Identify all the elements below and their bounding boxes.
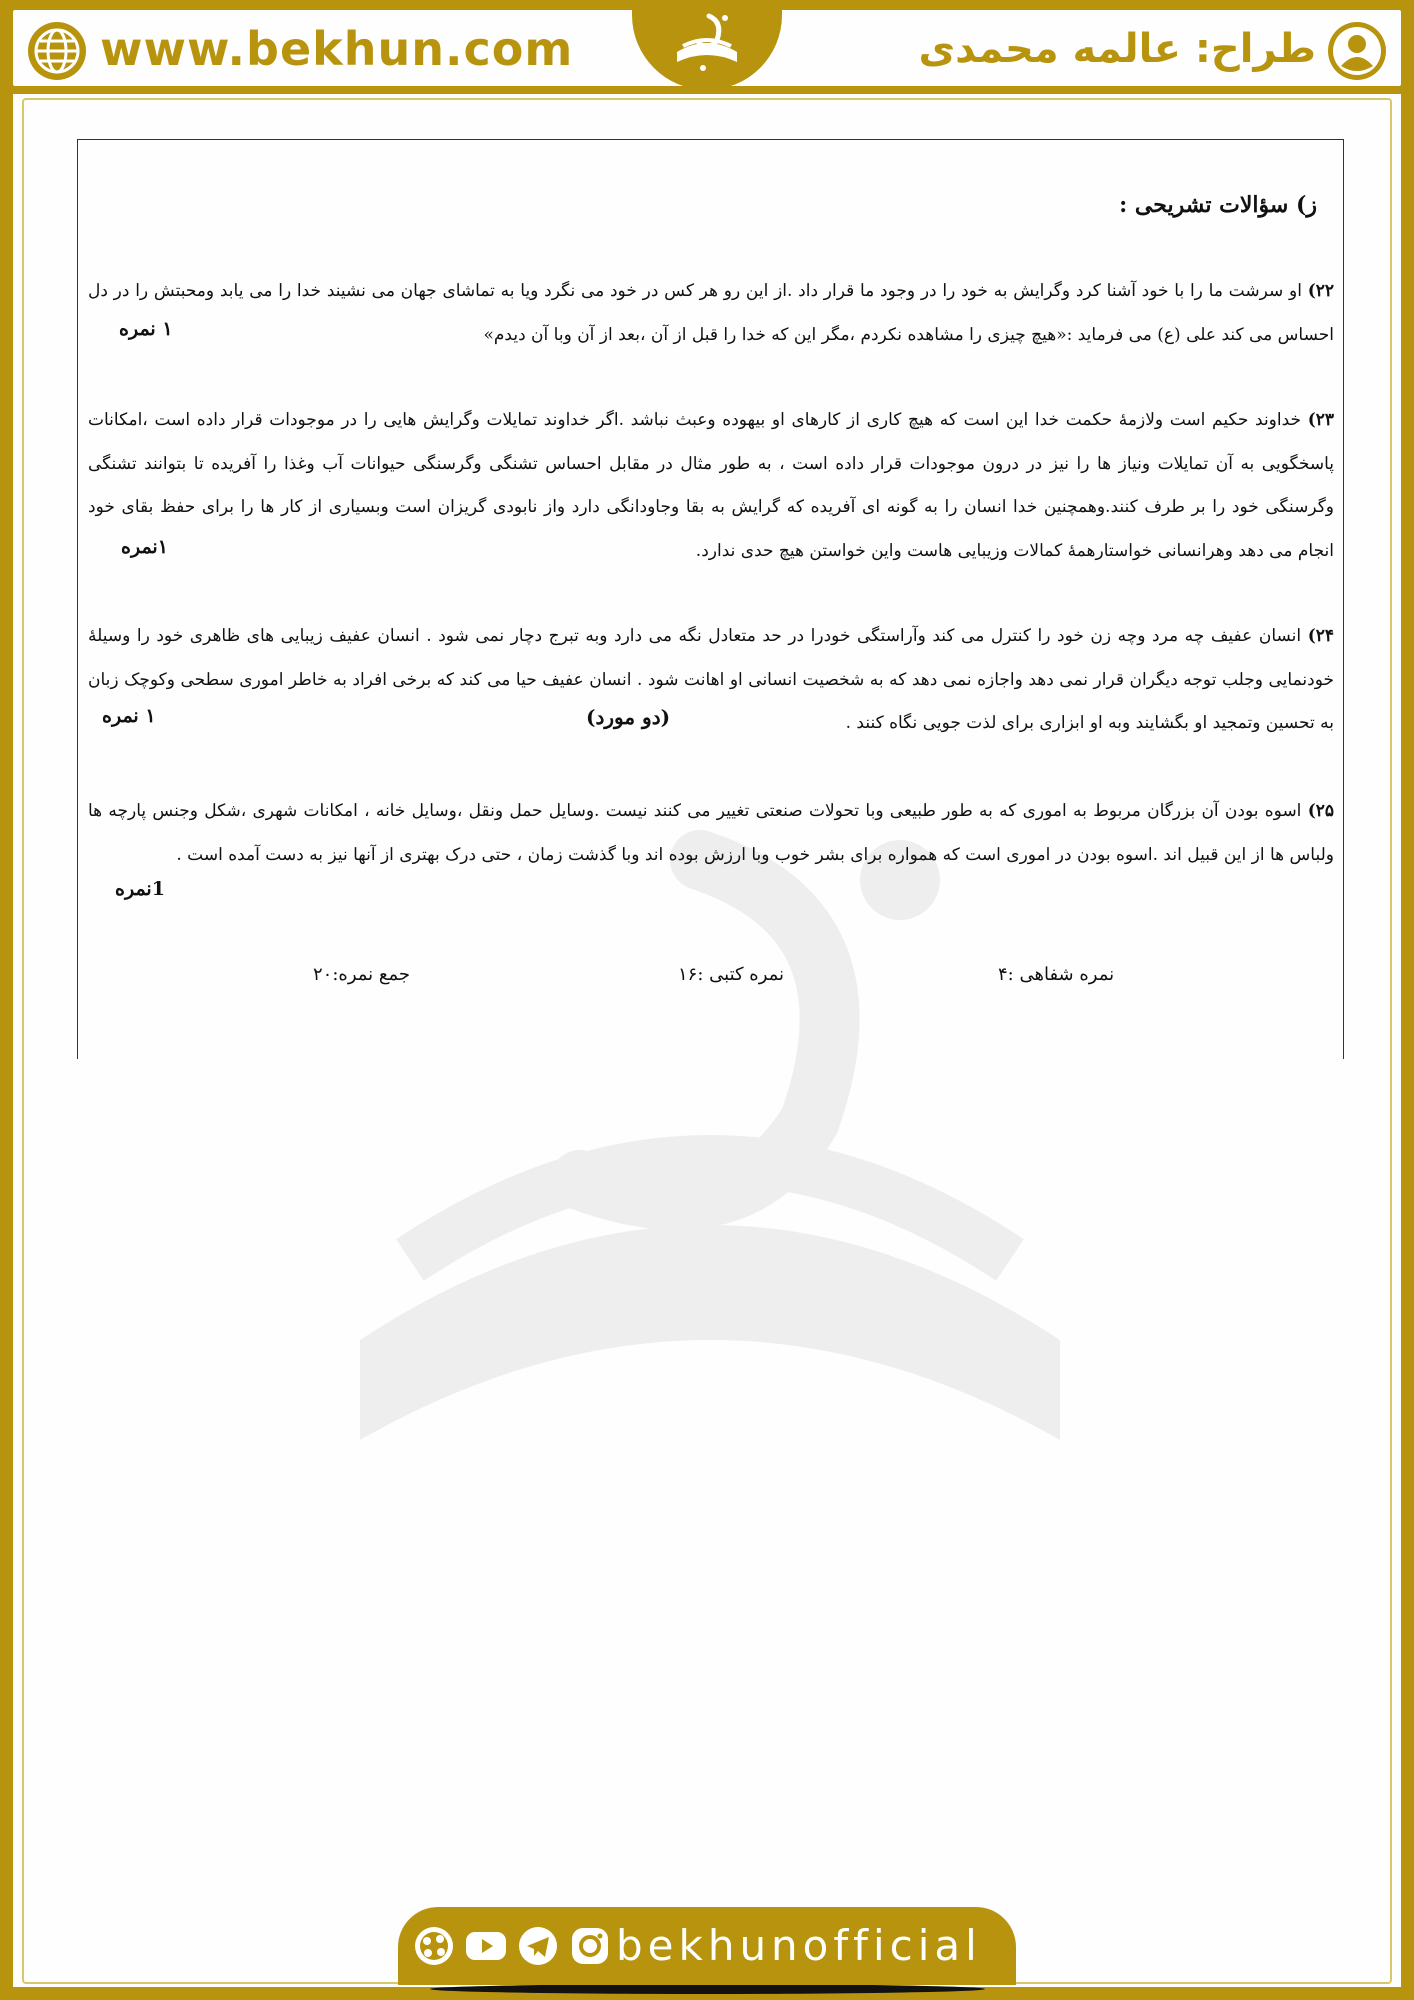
globe-icon	[26, 20, 88, 82]
answer-text: انسان عفیف چه مرد وچه زن خود را کنترل می کند وآراستگی خودرا در حد متعادل نگه می دارد وبه تبرج دچار نمی شود . انسان عفیف زیبایی های ظاهری خود را وسیلهٔ خودنمایی وجلب توجه دیگران قرار نمی دهد واجازه نمی دهد که به شخصیت انسانی او اهانت شود . انسان عفیف حیا می کند که برخی افراد به خاطر اموری سطحی وکوچک زبان به تحسین وتمجید او بگشایند وبه او ابزاری برای لذت جویی نگاه کنند .	[88, 626, 1334, 733]
total-score: جمع نمره:۲۰	[313, 964, 411, 985]
score-24: ۱ نمره	[102, 705, 156, 727]
footer-shadow	[430, 1984, 985, 1994]
answer-text: اسوه بودن آن بزرگان مربوط به اموری که به طور طبیعی وبا تحولات صنعتی تغییر می کنند نیست .وسایل حمل ونقل ،وسایل خانه ، امکانات شهری ،شکل وجنس پارچه ها ولباس ها از این قبیل اند .اسوه بودن در اموری است که همواره برای بشر خوب وبا ارزش بوده اند وبا گذشت زمان ، حتی درک بهتری از آنها نیز به دست آمده است .	[88, 801, 1334, 865]
question-number: ۲۳)	[1307, 410, 1334, 430]
answer-25	[88, 790, 1334, 877]
youtube-icon[interactable]	[464, 1924, 508, 1968]
score-22: ۱ نمره	[119, 318, 173, 340]
question-number: ۲۲)	[1307, 281, 1335, 301]
instagram-icon[interactable]	[568, 1924, 612, 1968]
section-title: ز) سؤالات تشریحی :	[1119, 192, 1317, 218]
author-name: طراح: عالمه محمدی	[918, 26, 1316, 72]
answer-24	[88, 615, 1334, 746]
question-number: ۲۴)	[1307, 626, 1334, 646]
written-score: نمره کتبی :۱۶	[678, 964, 785, 985]
answer-23	[88, 399, 1334, 573]
site-url[interactable]: www.bekhun.com	[100, 22, 574, 76]
social-icons	[412, 1924, 612, 1968]
social-handle[interactable]: bekhunofficial	[616, 1921, 982, 1970]
user-icon	[1326, 20, 1388, 82]
answer-text: او سرشت ما را با خود آشنا کرد وگرایش به خود را در وجود ما قرار داد .از این رو هر کس در خود می نگرد ویا به تماشای جهان می نشیند خدا را می یابد ومحبتش را در دل احساس می کند علی (ع) می فرماید :«هیچ چیزی را مشاهده نکردم ،مگر این که خدا را قبل از آن ،بعد از آن وبا آن دیدم»	[88, 281, 1334, 345]
question-note: (دو مورد)	[586, 705, 671, 729]
answer-text: خداوند حکیم است ولازمهٔ حکمت خدا این است که هیچ کاری از کارهای او بیهوده وعبث نباشد .اگر خداوند تمایلات وگرایش هایی را در موجودات قرار داده است ،امکانات پاسخگویی به آن تمایلات ونیاز ها را نیز در درون موجودات قرار داده است ، به طور مثال در مقابل احساس تشنگی وگرسنگی حیوانات آب وغذا را آفریده تا بتوانند تشنگی وگرسنگی خود را بر طرف کنند.وهمچنین خدا انسان را به گونه ای آفریده که گرایش به بقا وجاودانگی دارد واز نابودی گریزان است وبسیاری از کار ها را برای حفظ بقای خود انجام می دهد وهرانسانی خواستارهمهٔ کمالات وزیبایی هاست واین خواستن هیچ حدی ندارد.	[88, 410, 1334, 561]
telegram-icon[interactable]	[516, 1924, 560, 1968]
exam-answer-box	[77, 139, 1344, 1059]
oral-score: نمره شفاهی :۴	[998, 964, 1115, 985]
score-23: ۱نمره	[121, 536, 168, 558]
answer-22	[88, 270, 1334, 357]
aparat-icon[interactable]	[412, 1924, 456, 1968]
score-25: 1نمره	[115, 878, 165, 900]
question-number: ۲۵)	[1307, 801, 1335, 821]
